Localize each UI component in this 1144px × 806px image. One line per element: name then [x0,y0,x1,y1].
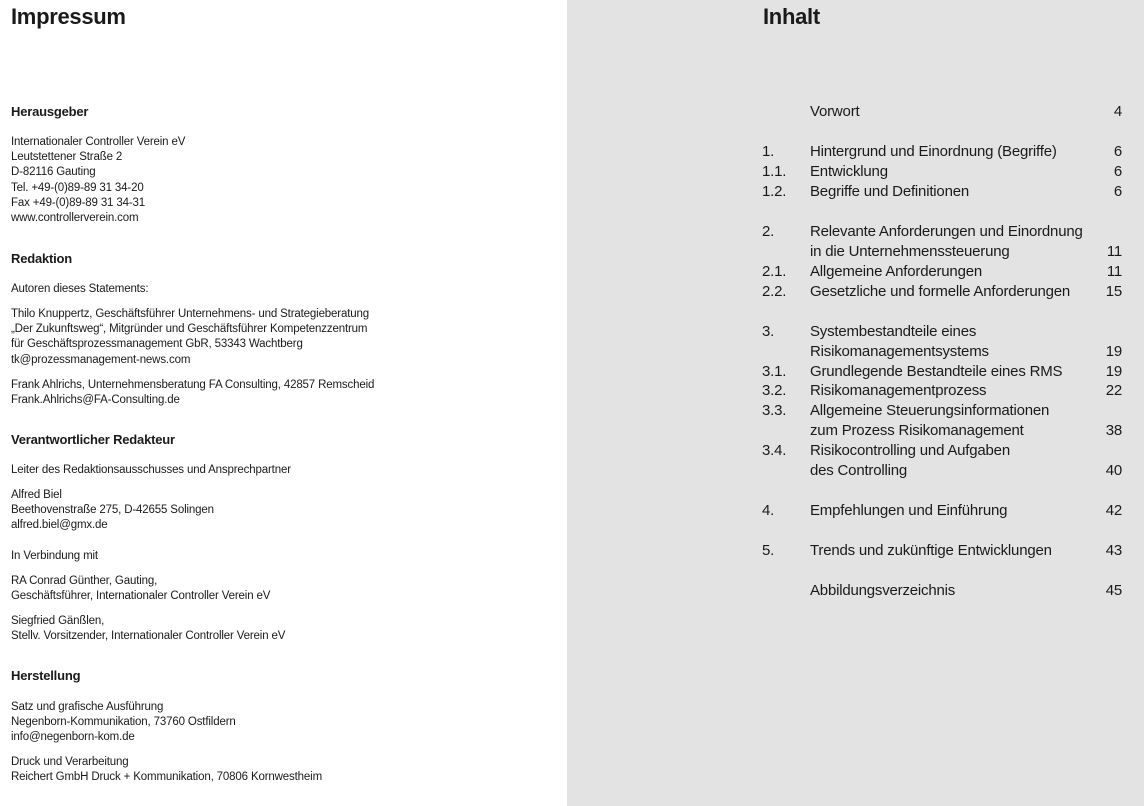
toc-entry-page: 11 [1106,243,1122,260]
toc-entry-title: Entwicklung [810,163,888,180]
redakteur-with: In Verbindung mit [11,550,98,562]
toc-entry-number: 3.3. [762,402,787,419]
toc-entry-title: Gesetzliche und formelle Anforderungen [810,283,1071,300]
redaktion-heading: Redaktion [11,251,73,266]
inhalt-panel [567,0,1144,806]
toc-entry-title: Systembestandteile eines Risikomanagementsystems [810,323,989,360]
toc-entry-page: 40 [1105,462,1122,479]
redakteur-intro: Leiter des Redaktionsausschusses und Ansprechpartner [11,464,291,476]
herstellung-heading: Herstellung [11,668,81,683]
toc-entry-number: 2.1. [762,263,787,280]
toc-entry-page: 6 [1113,143,1122,160]
author-ahlrichs: Frank Ahlrichs, Unternehmensberatung FA Consulting, 42857 Remscheid Frank.Ahlrichs@FA-Consulting.de [11,379,375,407]
toc-entry-number: 4. [762,502,775,519]
toc-entry-page: 19 [1105,343,1122,360]
toc-entry-number: 1. [762,143,775,160]
toc-entry-number: 2.2. [762,283,787,300]
redaktion-intro: Autoren dieses Statements: [11,283,149,295]
toc-entry-page: 45 [1105,582,1122,599]
toc-entry-page: 22 [1105,382,1122,399]
toc-entry-number: 3.1. [762,363,787,380]
toc-entry-title: Risikomanagementprozess [810,382,987,399]
herausgeber-address: Internationaler Controller Verein eV Leutstettener Straße 2 D-82116 Gauting Tel. +49-(0)89-89 31 34-20 Fax +49-(0)89-89 31 34-31 www.controllerverein.com [11,136,186,225]
herausgeber-heading: Herausgeber [11,104,89,119]
toc-entry-title: Allgemeine Anforderungen [810,263,982,280]
redakteur-guenther: RA Conrad Günther, Gauting, Geschäftsführer, Internationaler Controller Verein eV [11,575,271,603]
redakteur-gaensslen: Siegfried Gänßlen, Stellv. Vorsitzender, Internationaler Controller Verein eV [11,615,286,643]
toc-entry-number: 1.1. [762,163,787,180]
toc-entry-page: 11 [1106,263,1122,280]
impressum-panel [0,0,567,806]
herstellung-druck: Druck und Verarbeitung Reichert GmbH Druck + Kommunikation, 70806 Kornwestheim [11,756,323,784]
toc-entry-page: 42 [1105,502,1122,519]
toc-entry-title: Trends und zukünftige Entwicklungen [810,542,1052,559]
toc-entry-page: 15 [1105,283,1122,300]
toc-entry-number: 5. [762,542,775,559]
redakteur-heading: Verantwortlicher Redakteur [11,432,175,447]
toc-entry-number: 2. [762,223,775,240]
toc-entry-title: Begriffe und Definitionen [810,183,970,200]
toc-entry-number: 1.2. [762,183,787,200]
toc-entry-number: 3. [762,323,775,340]
toc-entry-page: 43 [1105,542,1122,559]
toc-entry-title: Risikocontrolling und Aufgaben des Controlling [810,442,1010,479]
author-knuppertz: Thilo Knuppertz, Geschäftsführer Unternehmens- und Strategieberatung „Der Zukunftsweg“, Mitgründer und Geschäftsführer Kompetenzzentrum für Geschäftsprozessmanagement GbR, 53343 Wachtberg tk@prozessmanagement-news.com [11,308,370,366]
toc-entry-number: 3.4. [762,442,787,459]
inhalt-title: Inhalt [763,4,820,29]
toc-entry-title: Allgemeine Steuerungsinformationen zum Prozess Risikomanagement [810,402,1050,439]
toc-entry-title: Relevante Anforderungen und Einordnung in die Unternehmenssteuerung [810,223,1083,260]
toc-entry-page: 4 [1113,103,1122,120]
toc-entry-page: 6 [1113,163,1122,180]
toc-entry-page: 19 [1105,363,1122,380]
toc-entry-title: Abbildungsverzeichnis [810,582,956,599]
toc-entry-page: 6 [1113,183,1122,200]
toc-entry-page: 38 [1105,422,1122,439]
herstellung-satz: Satz und grafische Ausführung Negenborn-Kommunikation, 73760 Ostfildern info@negenborn-kom.de [11,701,236,744]
toc-entry-title: Empfehlungen und Einführung [810,502,1008,519]
redakteur-biel: Alfred Biel Beethovenstraße 275, D-42655 Solingen alfred.biel@gmx.de [11,489,214,532]
toc-entry-title: Hintergrund und Einordnung (Begriffe) [810,143,1057,160]
toc-entry-title: Vorwort [810,103,860,120]
toc-entry-title: Grundlegende Bestandteile eines RMS [810,363,1063,380]
impressum-title: Impressum [11,4,126,29]
toc-entry-number: 3.2. [762,382,787,399]
